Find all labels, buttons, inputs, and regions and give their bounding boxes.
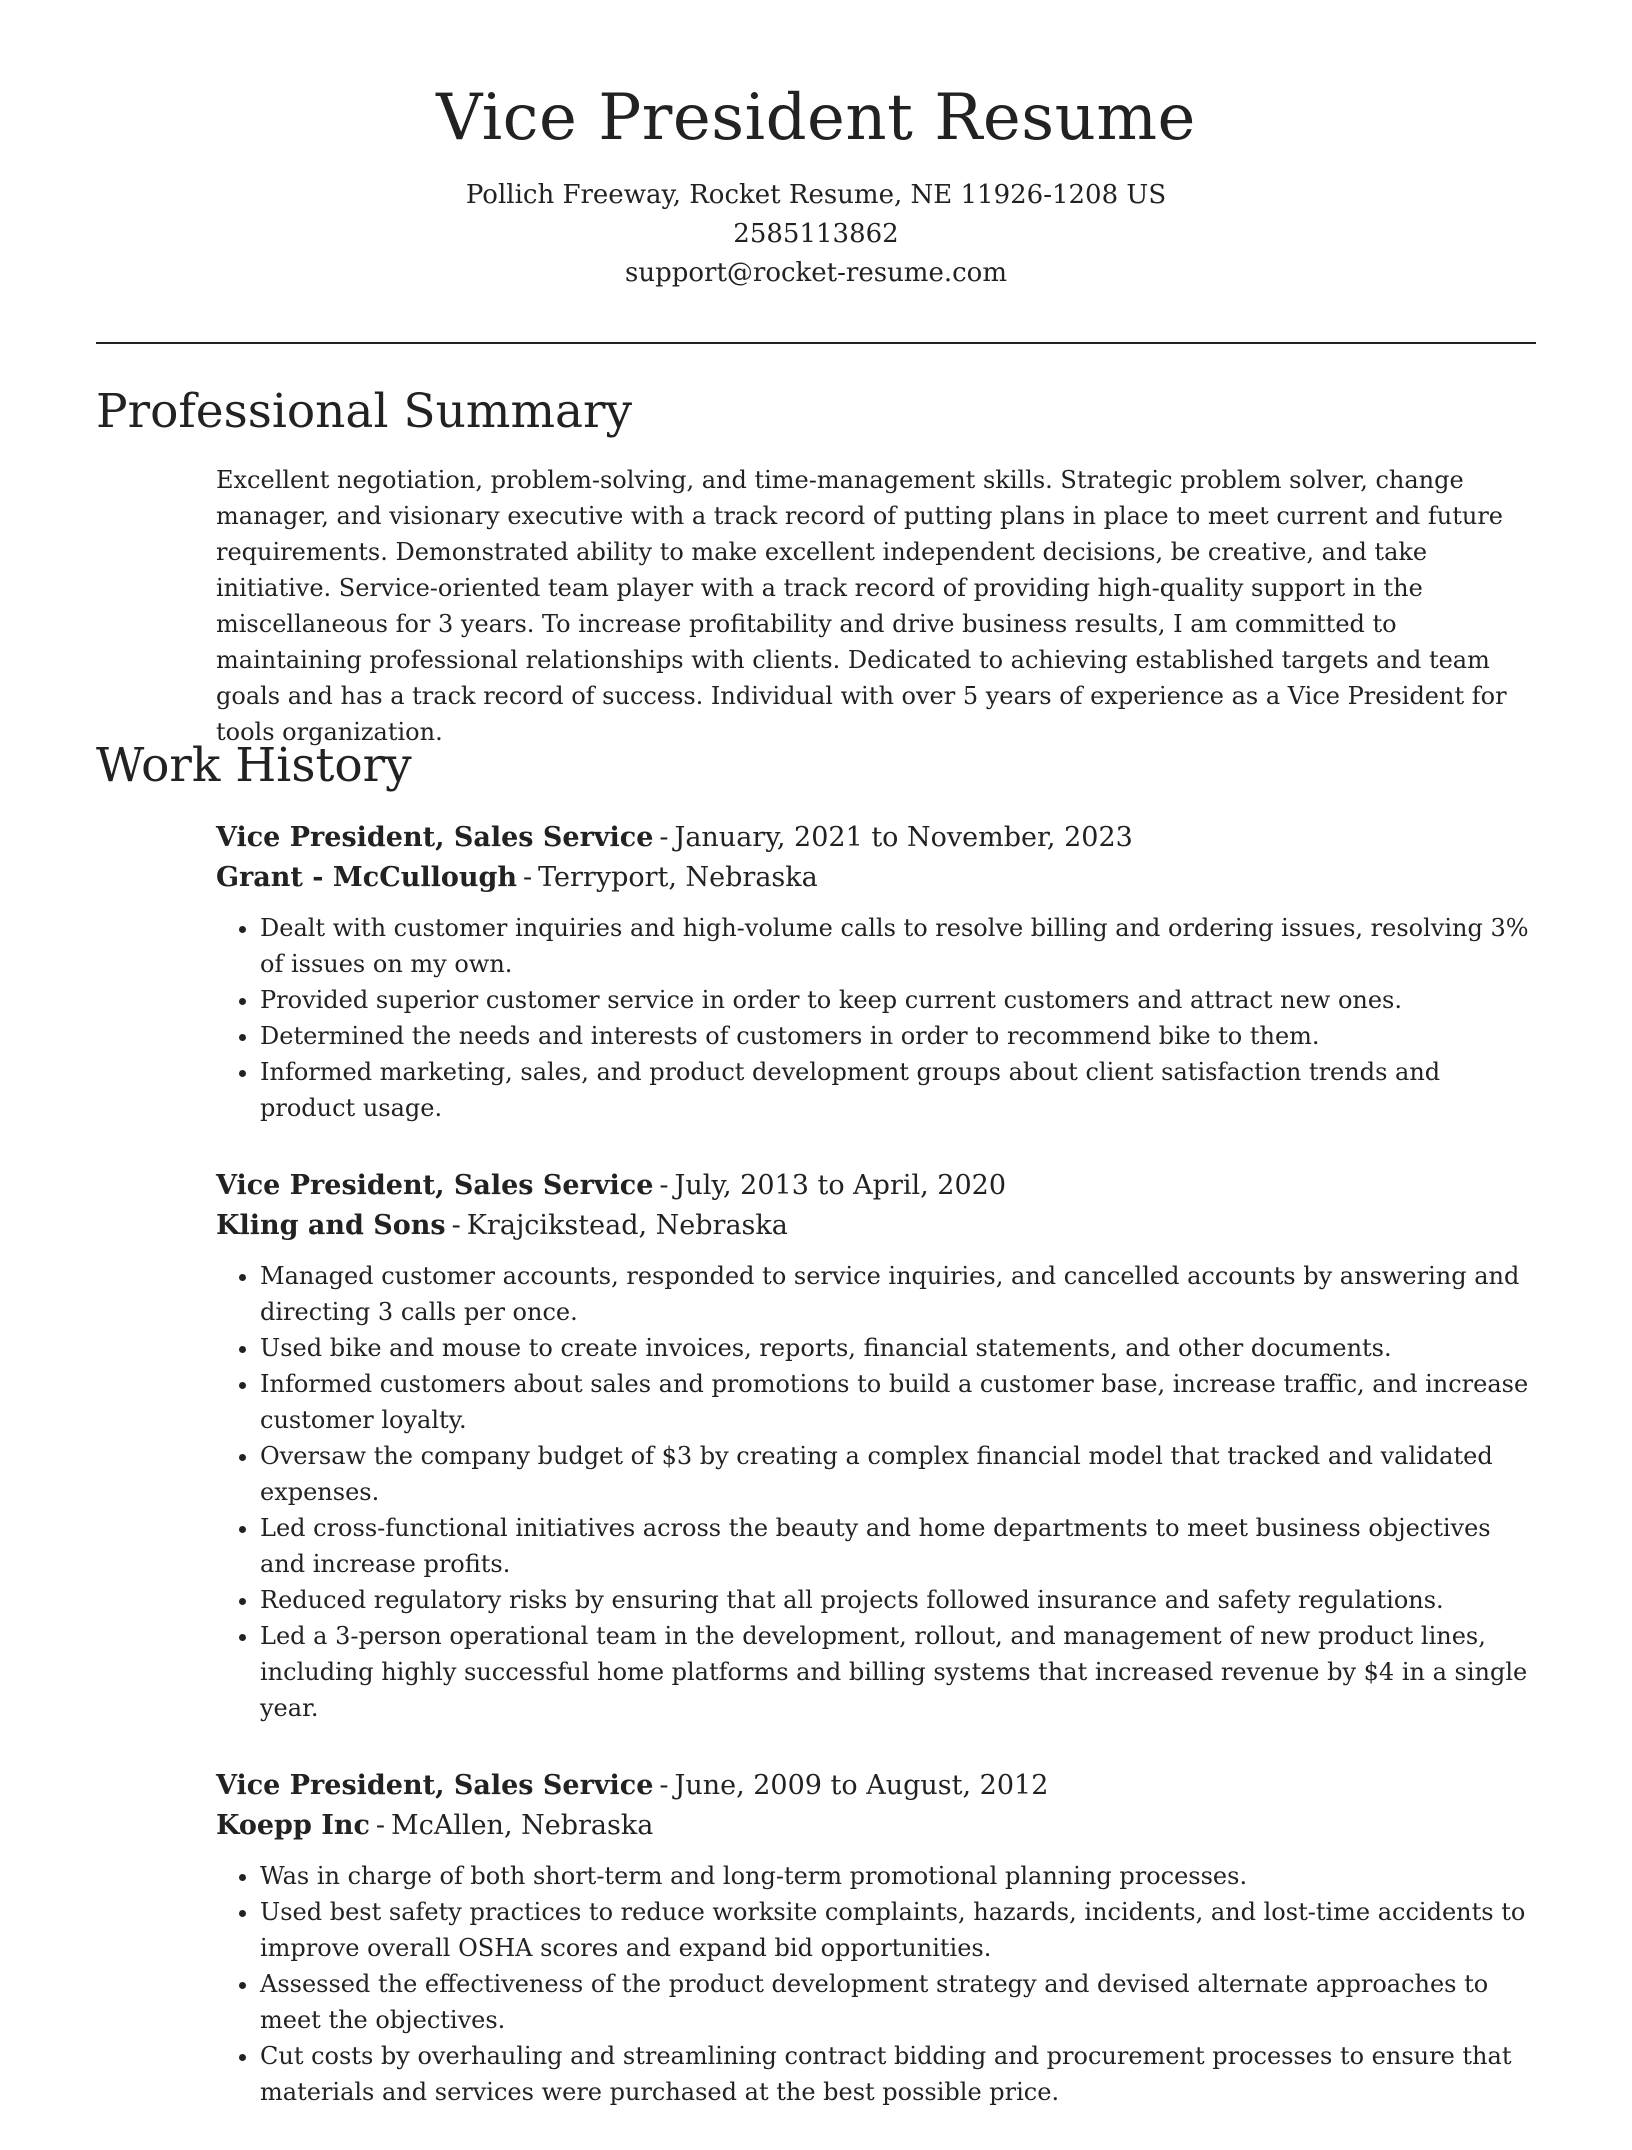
job-position: Vice President, Sales Service — [216, 1770, 654, 1801]
job-position: Vice President, Sales Service — [216, 1170, 654, 1201]
job-position: Vice President, Sales Service — [216, 822, 654, 853]
email-address: support@rocket-resume.com — [624, 258, 1007, 288]
job-entry — [216, 818, 1536, 1126]
summary-heading: Professional Summary — [96, 384, 633, 439]
resume-title: Vice President Resume — [436, 81, 1196, 155]
job-bullet: • Informed marketing, sales, and product development groups about client satisfaction trends and product usage. — [260, 1054, 1536, 1126]
address: Pollich Freeway, Rocket Resume, NE 11926-1208 US — [465, 180, 1167, 210]
job-location: Terryport, Nebraska — [538, 862, 818, 893]
job-bullet: • Cut costs by overhauling and streamlining contract bidding and procurement processes to ensure that materials and services were purchased at the best possible price. — [260, 2038, 1536, 2110]
work-history-heading: Work History — [96, 738, 412, 793]
job-bullet: • Reduced regulatory risks by ensuring that all projects followed insurance and safety regulations. — [260, 1582, 1536, 1618]
job-bullet: • Led cross-functional initiatives across the beauty and home departments to meet business objectives and increase profits. — [260, 1510, 1536, 1582]
job-bullets — [216, 910, 1536, 1126]
job-bullet: • Assessed the effectiveness of the product development strategy and devised alternate approaches to meet the objectives. — [260, 1966, 1536, 2038]
job-bullet: • Used best safety practices to reduce worksite complaints, hazards, incidents, and lost-time accidents to improve overall OSHA scores and expand bid opportunities. — [260, 1894, 1536, 1966]
work-history-list — [216, 818, 1536, 2150]
job-bullet: • Managed customer accounts, responded to service inquiries, and cancelled accounts by answering and directing 3 calls per once. — [260, 1258, 1536, 1330]
job-company: Grant - McCullough — [216, 862, 517, 893]
contact-info — [0, 176, 1632, 293]
job-title-line: Vice President, Sales Service - January, 2021 to November, 2023 — [216, 822, 1133, 853]
job-company: Kling and Sons — [216, 1210, 446, 1241]
job-company-line: Koepp Inc - McAllen, Nebraska — [216, 1810, 654, 1841]
job-company-line: Grant - McCullough - Terryport, Nebraska — [216, 862, 818, 893]
job-title-line: Vice President, Sales Service - July, 2013 to April, 2020 — [216, 1170, 1007, 1201]
job-location: McAllen, Nebraska — [391, 1810, 654, 1841]
resume-header — [0, 0, 1632, 293]
job-entry — [216, 1166, 1536, 1726]
job-bullet: • Oversaw the company budget of $3 by creating a complex financial model that tracked and validated expenses. — [260, 1438, 1536, 1510]
job-bullet: • Informed customers about sales and promotions to build a customer base, increase traffic, and increase customer loyalty. — [260, 1366, 1536, 1438]
summary-text: Excellent negotiation, problem-solving, and time-management skills. Strategic problem solver, change manager, and visionary executive with a track record of putting plans in place to meet current and future requirements. Demonstrated ability to make excellent independent decisions, be creative, and take initiative. Service-oriented team player with a track record of providing high-quality support in the miscellaneous for 3 years. To increase profitability and drive business results, I am committed to maintaining professional relationships with clients. Dedicated to achieving established targets and team goals and has a track record of success. Individual with over 5 years of experience as a Vice President for tools organization. — [216, 466, 1507, 746]
job-dates: June, 2009 to August, 2012 — [674, 1770, 1049, 1801]
job-company-line: Kling and Sons - Krajcikstead, Nebraska — [216, 1210, 788, 1241]
job-bullet: • Was in charge of both short-term and long-term promotional planning processes. — [260, 1858, 1536, 1894]
job-bullet: • Led a 3-person operational team in the development, rollout, and management of new product lines, including highly successful home platforms and billing systems that increased revenue by $4 in a single year. — [260, 1618, 1536, 1726]
job-location: Krajcikstead, Nebraska — [466, 1210, 788, 1241]
job-bullet: • Used bike and mouse to create invoices, reports, financial statements, and other documents. — [260, 1330, 1536, 1366]
job-bullets — [216, 1258, 1536, 1726]
job-entry — [216, 1766, 1536, 2110]
job-bullet: • Determined the needs and interests of customers in order to recommend bike to them. — [260, 1018, 1536, 1054]
job-bullets — [216, 1858, 1536, 2110]
job-bullet: • Dealt with customer inquiries and high-volume calls to resolve billing and ordering issues, resolving 3% of issues on my own. — [260, 910, 1536, 982]
phone-number: 2585113862 — [733, 219, 899, 249]
job-bullet: • Provided superior customer service in order to keep current customers and attract new ones. — [260, 982, 1536, 1018]
job-company: Koepp Inc — [216, 1810, 370, 1841]
job-dates: July, 2013 to April, 2020 — [674, 1170, 1007, 1201]
header-divider — [96, 342, 1536, 344]
job-dates: January, 2021 to November, 2023 — [674, 822, 1133, 853]
job-title-line: Vice President, Sales Service - June, 2009 to August, 2012 — [216, 1770, 1049, 1801]
